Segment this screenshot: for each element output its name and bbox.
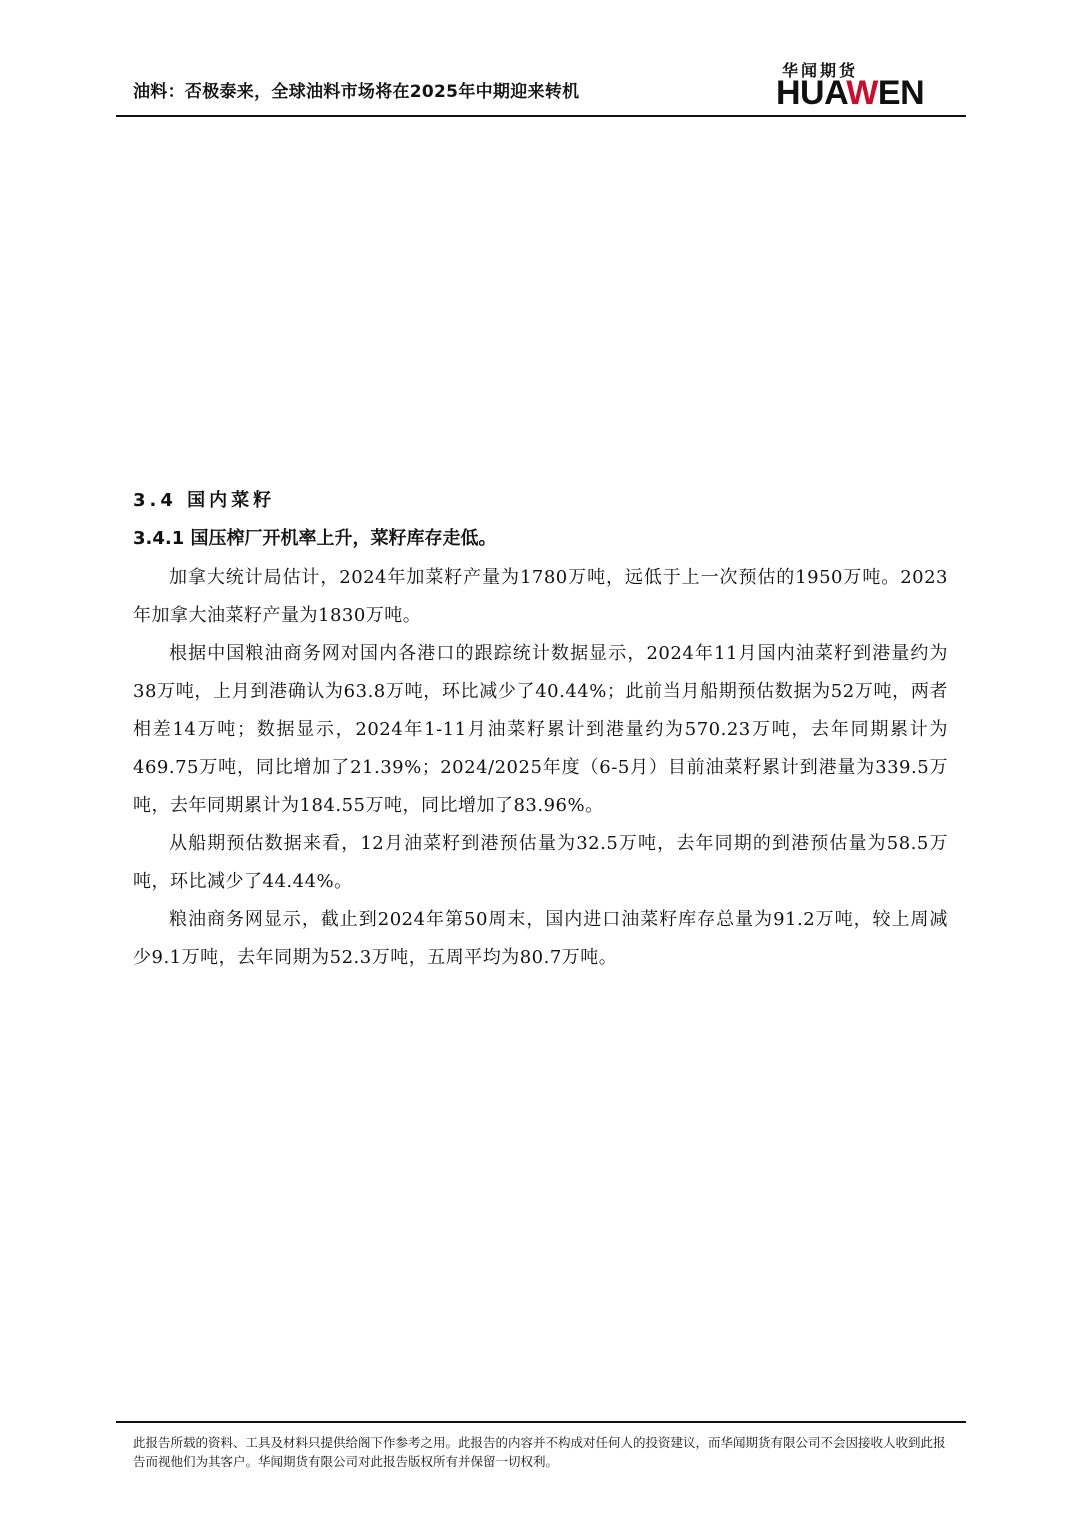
paragraph-inventory: 粮油商务网显示，截止到2024年第50周末，国内进口油菜籽库存总量为91.2万吨，较上周减少9.1万吨，去年同期为52.3万吨，五周平均为80.7万吨。 xyxy=(133,909,948,968)
footer-divider xyxy=(116,1421,966,1423)
section-heading: 3.4 国内菜籽 xyxy=(133,490,276,511)
logo-en-w: W xyxy=(846,74,878,112)
footer-disclaimer: 此报告所载的资料、工具及材料只提供给阁下作参考之用。此报告的内容并不构成对任何人的投资建议，而华闻期货有限公司不会因接收人收到此报告而视他们为其客户。华闻期货有限公司对此报告版权所有并保留一切权利。 xyxy=(133,1435,946,1469)
paragraph-port-arrivals: 根据中国粮油商务网对国内各港口的跟踪统计数据显示，2024年11月国内油菜籽到港量约为38万吨，上月到港确认为63.8万吨，环比减少了40.44%；此前当月船期预估数据为52万吨，两者相差14万吨；数据显示，2024年1-11月油菜籽累计到港量约为570.23万吨，去年同期累计为469.75万吨，同比增加了21.39%；2024/2025年度（6-5月）目前油菜籽累计到港量为339.5万吨，去年同期累计为184.55万吨，同比增加了83.96%。 xyxy=(133,643,948,816)
paragraph-canada-production: 加拿大统计局估计，2024年加菜籽产量为1780万吨，远低于上一次预估的1950万吨。2023年加拿大油菜籽产量为1830万吨。 xyxy=(133,567,948,626)
main-content xyxy=(133,487,948,977)
logo-en-prefix: HUA xyxy=(776,74,847,112)
subsection-heading: 3.4.1 国压榨厂开机率上升，菜籽库存走低。 xyxy=(133,528,497,549)
paragraph-shipping-forecast: 从船期预估数据来看，12月油菜籽到港预估量为32.5万吨，去年同期的到港预估量为58.5万吨，环比减少了44.44%。 xyxy=(133,833,948,892)
logo-en-suffix: EN xyxy=(877,74,925,112)
header-divider xyxy=(116,115,966,117)
page-header-title: 油料：否极泰来，全球油料市场将在2025年中期迎来转机 xyxy=(133,82,580,102)
logo-chinese-name: 华闻期货 xyxy=(782,61,859,80)
logo-english-name xyxy=(776,75,924,111)
company-logo xyxy=(776,58,952,110)
